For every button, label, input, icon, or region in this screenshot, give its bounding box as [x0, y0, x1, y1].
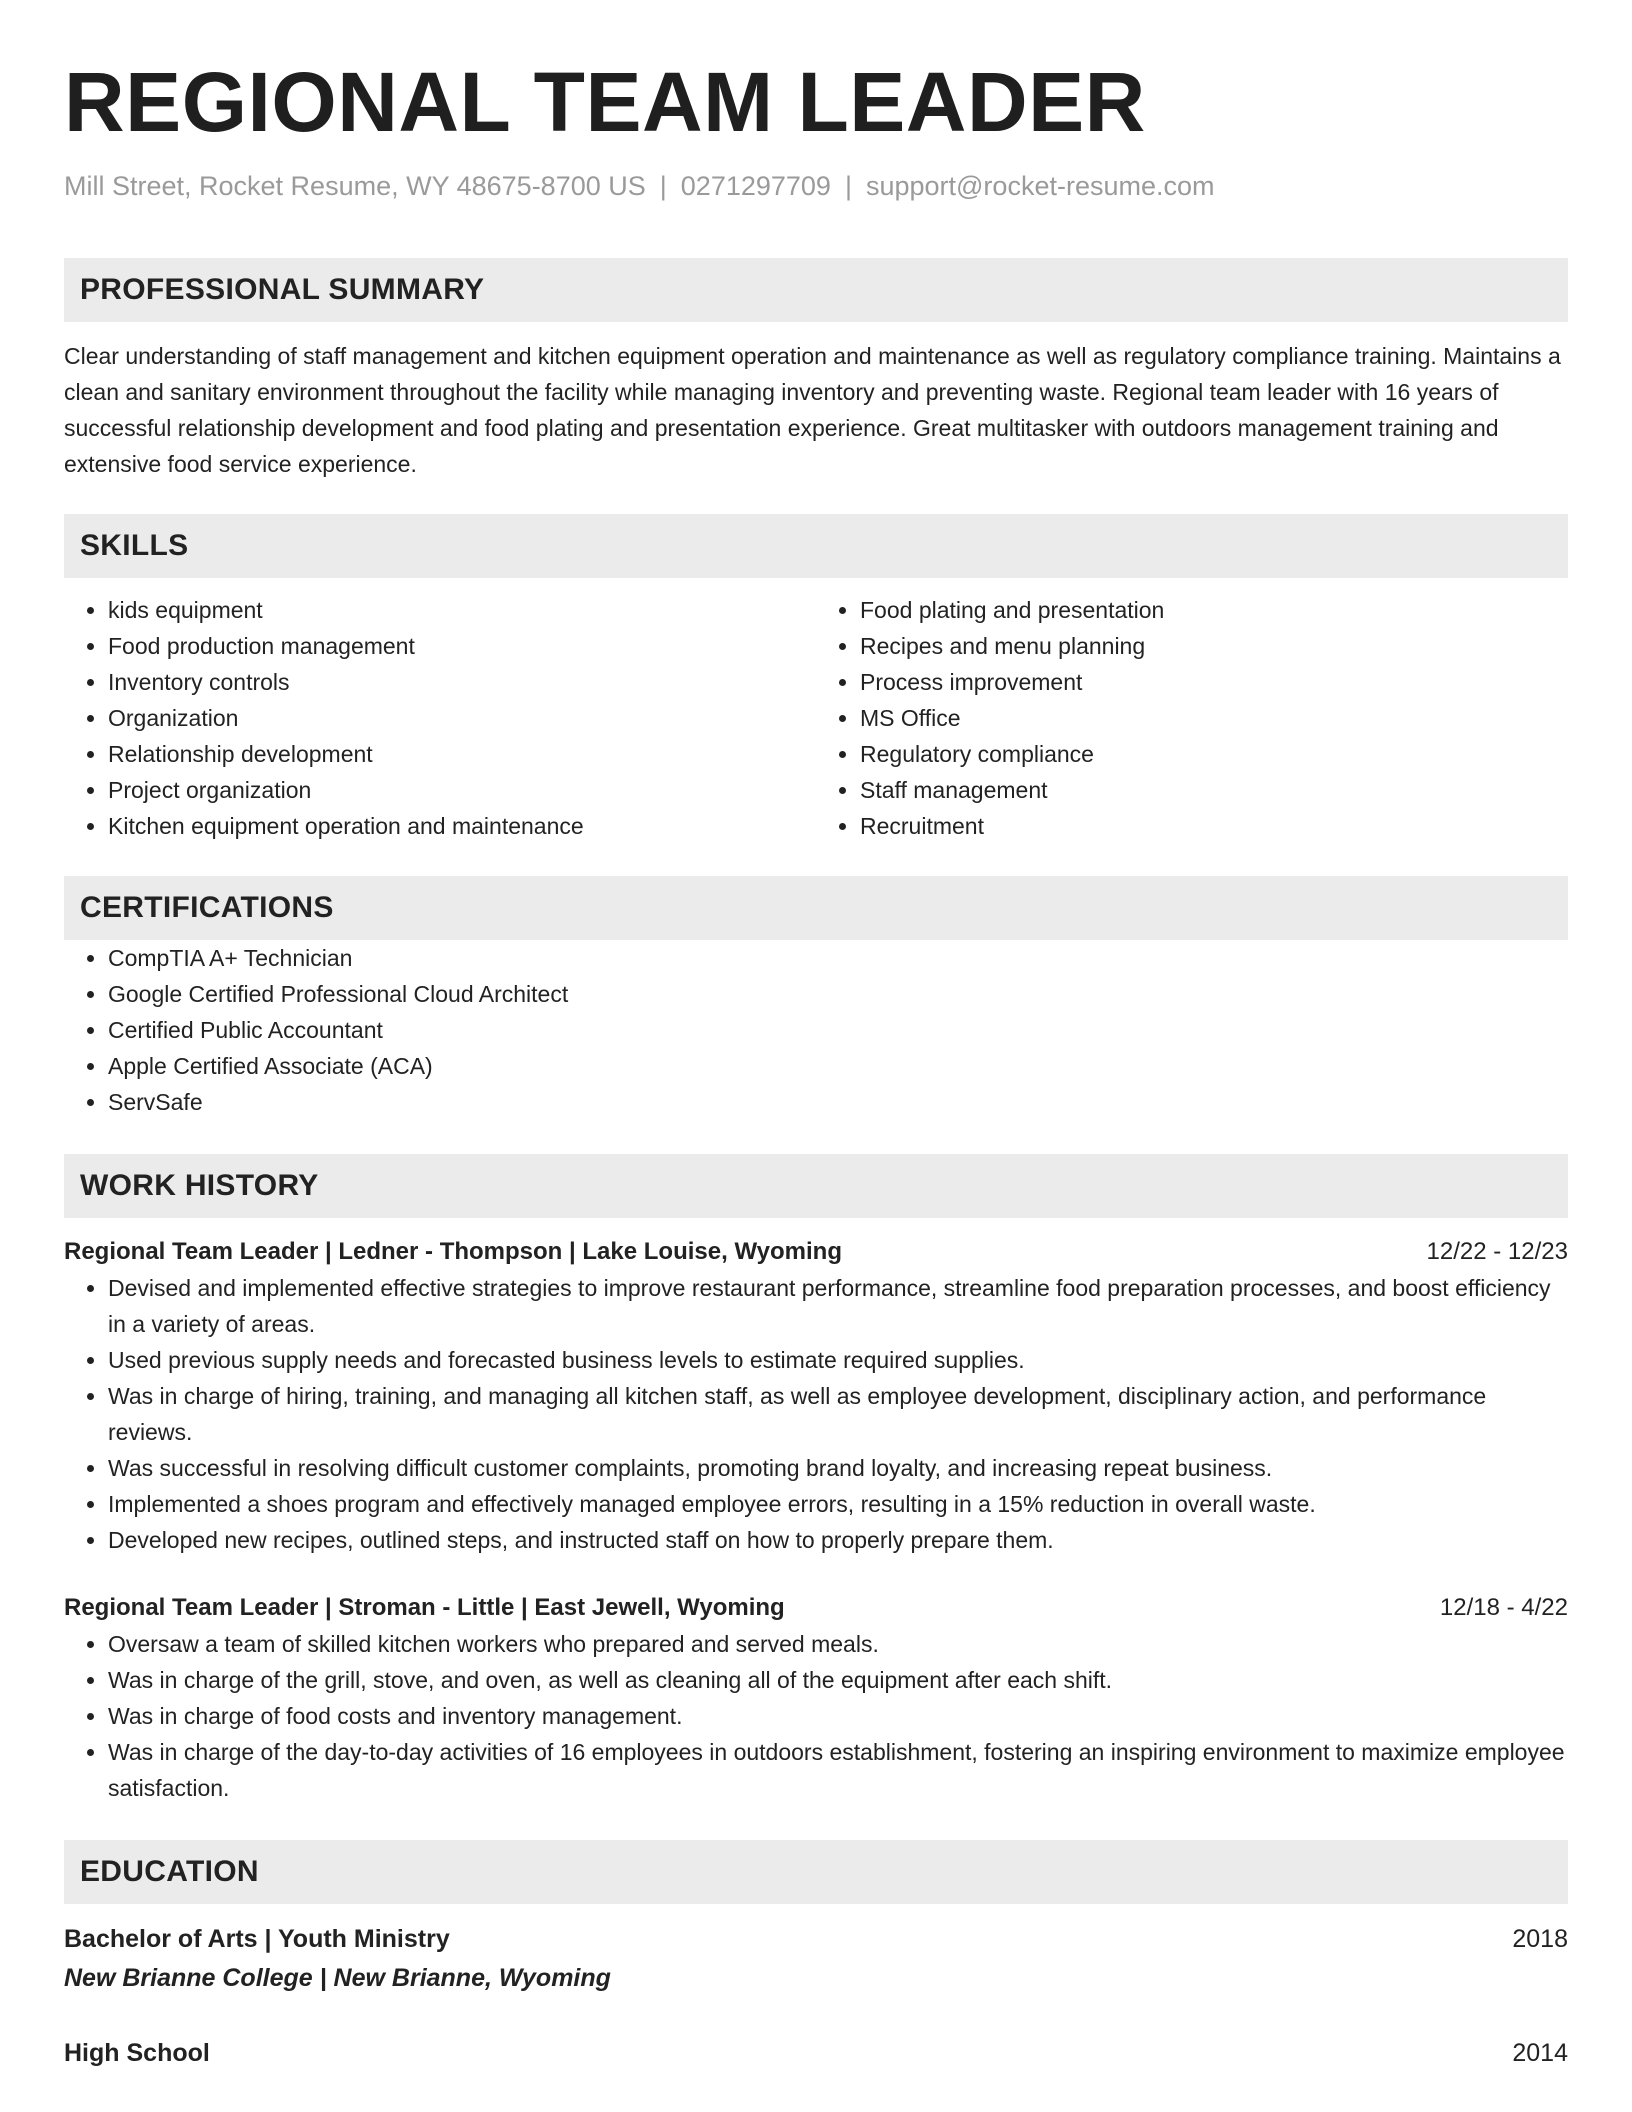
job-dates: 12/22 - 12/23 — [1426, 1238, 1568, 1265]
work-history-heading: WORK HISTORY — [64, 1154, 1568, 1218]
contact-separator: | — [844, 171, 852, 201]
certification-item: • CompTIA A+ Technician — [108, 940, 1568, 976]
education-entry-header — [64, 2034, 1568, 2072]
skill-item: • Recipes and menu planning — [860, 628, 1568, 664]
certification-item: • Google Certified Professional Cloud Architect — [108, 976, 1568, 1012]
skill-item: • Staff management — [860, 772, 1568, 808]
skill-item: • Process improvement — [860, 664, 1568, 700]
job-header — [64, 1590, 1568, 1626]
job-title: Regional Team Leader | Ledner - Thompson | Lake Louise, Wyoming — [64, 1238, 842, 1265]
contact-email: support@rocket-resume.com — [865, 171, 1215, 201]
job-header — [64, 1234, 1568, 1270]
education-entry-header — [64, 1920, 1568, 1958]
certification-item: • Certified Public Accountant — [108, 1012, 1568, 1048]
contact-phone: 0271297709 — [680, 171, 831, 201]
job-duty: • Oversaw a team of skilled kitchen workers who prepared and served meals. — [108, 1626, 1568, 1662]
summary-text: Clear understanding of staff management and kitchen equipment operation and maintenance as well as regulatory compliance training. Maintains a clean and sanitary environment throughout the facility while managing inventory and preventing waste. Regional team leader with 16 years of successful relationship development and food plating and presentation experience. Great multitasker with outdoors management training and extensive food service experience. — [64, 343, 1561, 477]
summary-heading: PROFESSIONAL SUMMARY — [64, 258, 1568, 322]
contact-line — [64, 166, 1568, 206]
contact-address: Mill Street, Rocket Resume, WY 48675-8700 US — [64, 171, 646, 201]
job-duty: • Was in charge of the day-to-day activities of 16 employees in outdoors establishment, fostering an inspiring environment to maximize employee satisfaction. — [108, 1734, 1568, 1806]
certification-item: • Apple Certified Associate (ACA) — [108, 1048, 1568, 1084]
education-year: 2014 — [1512, 2039, 1568, 2067]
contact-separator: | — [659, 171, 667, 201]
education-degree: Bachelor of Arts | Youth Ministry — [64, 1925, 450, 1953]
job-duties-list — [64, 1626, 1568, 1806]
job-title: Regional Team Leader | Stroman - Little | East Jewell, Wyoming — [64, 1594, 785, 1621]
job-duty: • Was in charge of hiring, training, and managing all kitchen staff, as well as employee development, disciplinary action, and performance reviews. — [108, 1378, 1568, 1450]
skill-item: • MS Office — [860, 700, 1568, 736]
skill-item: • Kitchen equipment operation and maintenance — [108, 808, 816, 844]
skills-left-list — [64, 592, 816, 844]
skill-item: • Regulatory compliance — [860, 736, 1568, 772]
certification-item: • ServSafe — [108, 1084, 1568, 1120]
skills-right-list — [816, 592, 1568, 844]
skills-columns — [64, 592, 1568, 844]
skill-item: • Organization — [108, 700, 816, 736]
skill-item: • kids equipment — [108, 592, 816, 628]
job-duty: • Implemented a shoes program and effectively managed employee errors, resulting in a 15% reduction in overall waste. — [108, 1486, 1568, 1522]
skill-item: • Food production management — [108, 628, 816, 664]
job-duty: • Was in charge of food costs and inventory management. — [108, 1698, 1568, 1734]
job-duty: • Was successful in resolving difficult customer complaints, promoting brand loyalty, and increasing repeat business. — [108, 1450, 1568, 1486]
skill-item: • Inventory controls — [108, 664, 816, 700]
skill-item: • Project organization — [108, 772, 816, 808]
skill-item: • Recruitment — [860, 808, 1568, 844]
education-degree: High School — [64, 2039, 210, 2067]
skills-heading: SKILLS — [64, 514, 1568, 578]
skill-item: • Relationship development — [108, 736, 816, 772]
job-duty: • Used previous supply needs and forecasted business levels to estimate required supplies. — [108, 1342, 1568, 1378]
certifications-list — [64, 940, 1568, 1120]
resume-title: REGIONAL TEAM LEADER — [64, 55, 1146, 149]
certifications-heading: CERTIFICATIONS — [64, 876, 1568, 940]
job-duty: • Was in charge of the grill, stove, and oven, as well as cleaning all of the equipment after each shift. — [108, 1662, 1568, 1698]
education-year: 2018 — [1512, 1925, 1568, 1953]
education-heading: EDUCATION — [64, 1840, 1568, 1904]
job-duty: • Developed new recipes, outlined steps, and instructed staff on how to properly prepare them. — [108, 1522, 1568, 1558]
job-duties-list — [64, 1270, 1568, 1558]
job-dates: 12/18 - 4/22 — [1439, 1594, 1568, 1621]
education-school: New Brianne College | New Brianne, Wyoming — [64, 1964, 611, 1992]
skill-item: • Food plating and presentation — [860, 592, 1568, 628]
job-duty: • Devised and implemented effective strategies to improve restaurant performance, streamline food preparation processes, and boost efficiency in a variety of areas. — [108, 1270, 1568, 1342]
